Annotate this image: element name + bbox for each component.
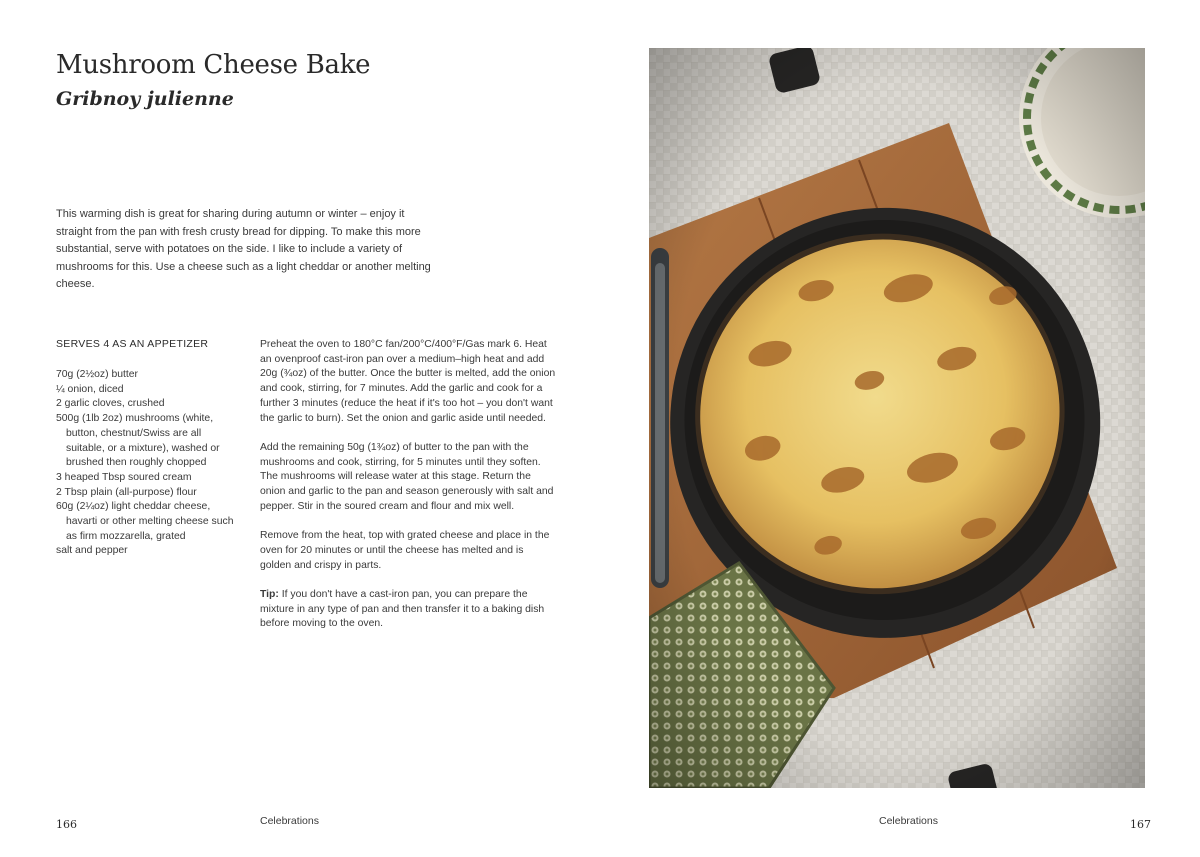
right-page — [600, 0, 1200, 857]
mushroom-bake-skillet-photo — [649, 48, 1145, 788]
section-name-right: Celebrations — [879, 815, 938, 827]
page-number-right: 167 — [1130, 818, 1151, 831]
method-step: Add the remaining 50g (1¾oz) of butter to the pan with the mushrooms and cook, stirring, for 5 minutes until they soften. The mushrooms will release water at this stage. Return the onion and garlic to the pan and season generously with salt and pepper. Stir in the soured cream and flour and mix well. — [260, 441, 554, 512]
ingredient-item: 2 garlic cloves, crushed — [56, 398, 165, 410]
tip-paragraph — [260, 588, 556, 632]
intro-paragraph: This warming dish is great for sharing during autumn or winter – enjoy it straight from the pan with fresh crusty bread for dipping. To make this more substantial, serve with potatoes on the side. I like to include a variety of mushrooms for this. Use a cheese such as a light cheddar or another melting cheese. — [56, 208, 431, 291]
section-name-left: Celebrations — [260, 815, 319, 827]
tip-text: If you don't have a cast-iron pan, you can prepare the mixture in any type of pan and then transfer it to a baking dish before moving to the oven. — [260, 588, 545, 630]
ingredient-item: 60g (2¼oz) light cheddar cheese, havarti or other melting cheese such as firm mozzarella, grated — [56, 501, 234, 542]
ingredient-item: 70g (2½oz) butter — [56, 369, 139, 380]
ingredients-list — [56, 368, 236, 559]
recipe-subtitle: Gribnoy julienne — [56, 88, 234, 110]
method-steps — [260, 338, 556, 647]
recipe-intro — [56, 206, 441, 294]
ingredient-item: salt and pepper — [56, 545, 128, 557]
ingredient-item: 2 Tbsp plain (all-purpose) flour — [56, 486, 197, 498]
method-step: Remove from the heat, top with grated cheese and place in the oven for 20 minutes or until the cheese has melted and is golden and crispy in parts. — [260, 530, 550, 571]
recipe-title: Mushroom Cheese Bake — [56, 50, 371, 80]
ingredient-item: 500g (1lb 2oz) mushrooms (white, button, chestnut/Swiss are all suitable, or a mixture), washed or brushed then roughly chopped — [56, 413, 220, 469]
method-step: Preheat the oven to 180°C fan/200°C/400°F/Gas mark 6. Heat an ovenproof cast-iron pan over a medium–high heat and add 20g (¾oz) of the butter. Once the butter is melted, add the onion and cook, stirring, for 7 minutes. Add the garlic and cook for a further 3 minutes (reduce the heat if it's too hot – you don't want the garlic to burn). Set the onion and garlic aside until needed. — [260, 339, 556, 424]
page-number-left: 166 — [56, 818, 77, 831]
tip-label: Tip: — [260, 588, 279, 600]
serves-heading: SERVES 4 AS AN APPETIZER — [56, 338, 209, 350]
ingredient-item: ¼ onion, diced — [56, 383, 124, 395]
ingredient-item: 3 heaped Tbsp soured cream — [56, 471, 192, 483]
